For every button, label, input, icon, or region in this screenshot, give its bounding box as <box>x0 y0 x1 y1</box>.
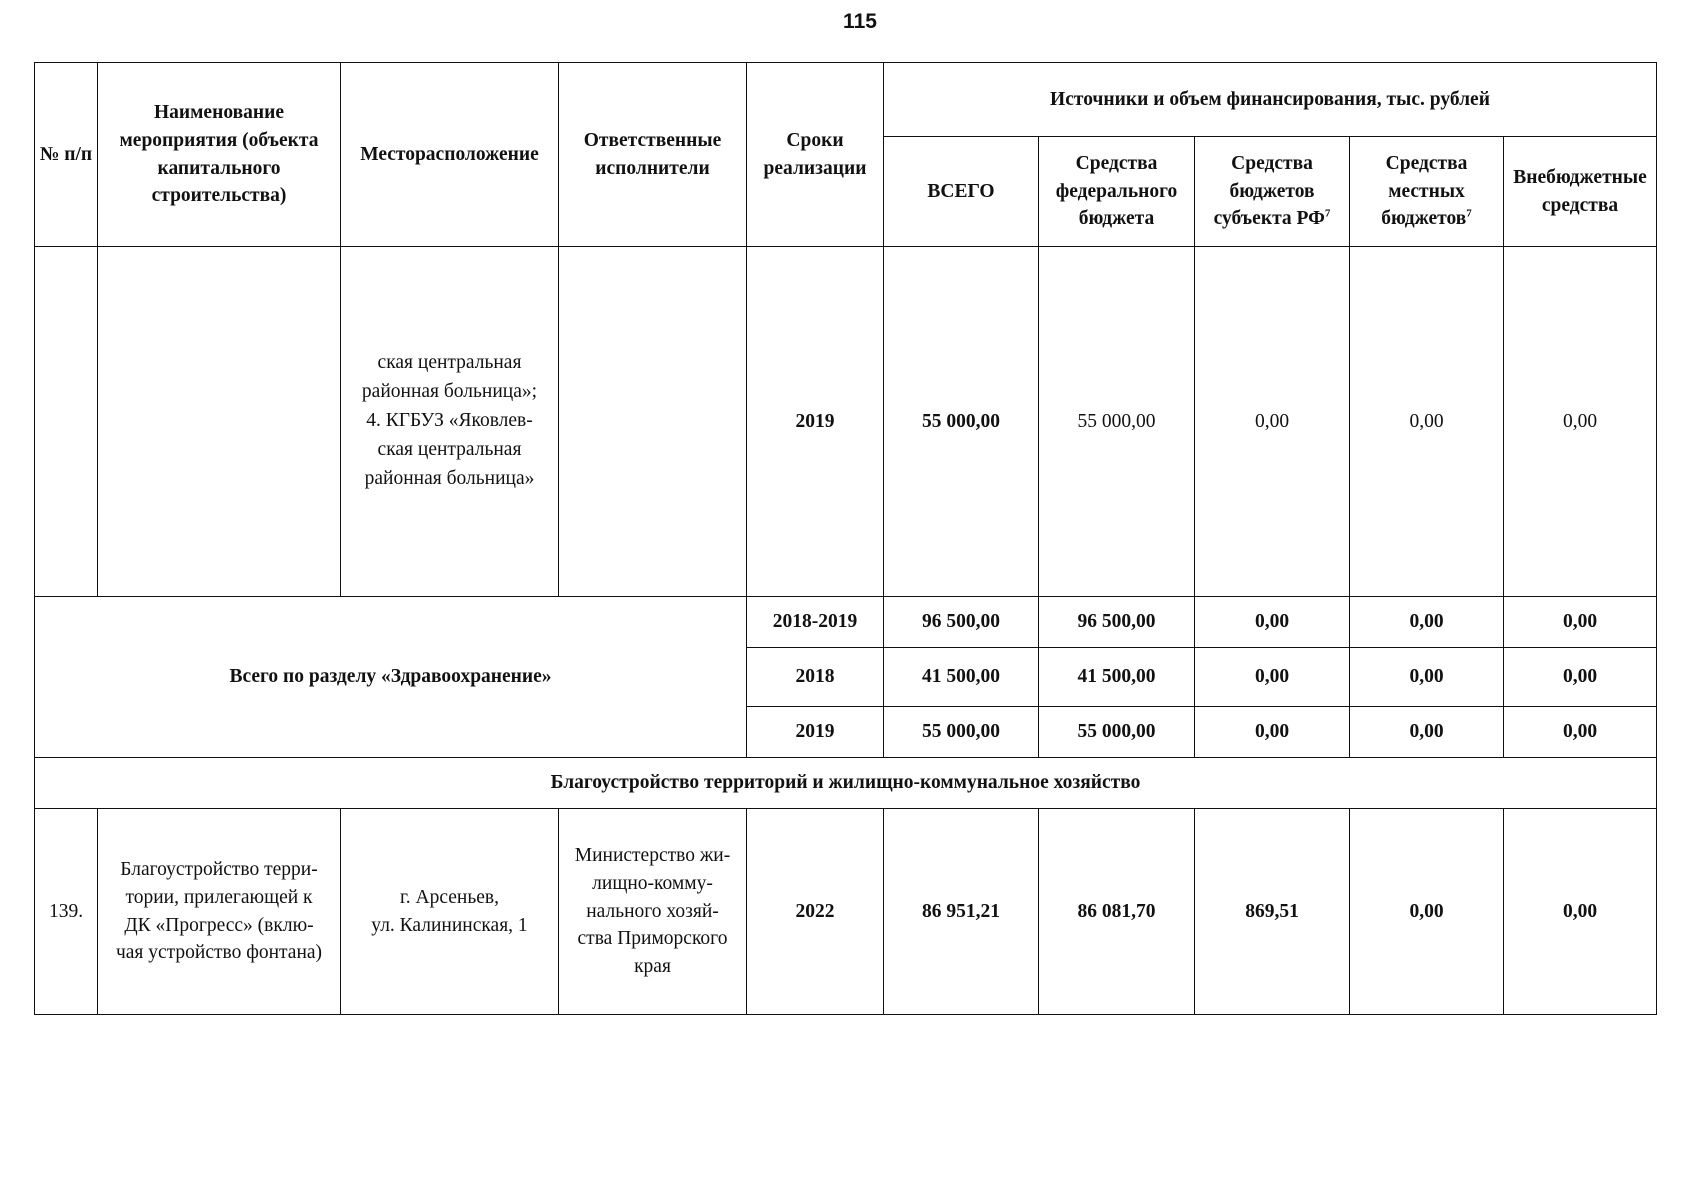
item-regional: 869,51 <box>1195 809 1350 1015</box>
cont-name <box>98 247 341 597</box>
cont-location-line: 4. КГБУЗ «Яковлев- <box>366 410 533 432</box>
header-offbudget <box>1504 137 1657 247</box>
section-total-regional: 0,00 <box>1195 597 1350 648</box>
section-total-local: 0,00 <box>1350 597 1504 648</box>
item-name <box>98 809 341 1015</box>
financing-table <box>34 62 1657 1015</box>
section-total-regional: 0,00 <box>1195 648 1350 707</box>
cont-location-line: ская центральная <box>377 352 522 374</box>
cont-responsible <box>559 247 747 597</box>
item-name-line: Благоустройство терри- <box>120 859 318 881</box>
header-offbudget-text: Внебюджетные средства <box>1513 166 1647 216</box>
header-row-1 <box>35 63 1657 137</box>
item-local: 0,00 <box>1350 809 1504 1015</box>
item-location <box>341 809 559 1015</box>
page-number: 115 <box>843 10 877 33</box>
section-total-period: 2018 <box>747 648 884 707</box>
cont-num <box>35 247 98 597</box>
section-total-total: 96 500,00 <box>884 597 1039 648</box>
section-total-local: 0,00 <box>1350 648 1504 707</box>
item-total: 86 951,21 <box>884 809 1039 1015</box>
header-responsible-text: Ответственные исполнители <box>583 129 722 179</box>
cont-total: 55 000,00 <box>884 247 1039 597</box>
header-regional <box>1195 137 1350 247</box>
section-total-row <box>35 597 1657 648</box>
header-total-text: ВСЕГО <box>927 180 995 202</box>
item-name-line: ДК «Прогресс» (вклю- <box>124 914 314 936</box>
header-total <box>884 137 1039 247</box>
section-total-federal: 96 500,00 <box>1039 597 1195 648</box>
header-name <box>98 63 341 247</box>
cont-federal: 55 000,00 <box>1039 247 1195 597</box>
item-name-line: тории, прилегающей к <box>125 886 313 908</box>
section-total-offbudget: 0,00 <box>1504 648 1657 707</box>
section-total-federal: 41 500,00 <box>1039 648 1195 707</box>
header-responsible <box>559 63 747 247</box>
item-responsible <box>559 809 747 1015</box>
cont-period: 2019 <box>747 247 884 597</box>
header-financing-text: Источники и объем финансирования, тыс. рублей <box>1050 88 1490 110</box>
header-location-text: Месторасположение <box>360 143 539 165</box>
section-total-regional: 0,00 <box>1195 707 1350 758</box>
header-local <box>1350 137 1504 247</box>
continuation-row <box>35 247 1657 597</box>
item-num: 139. <box>35 809 98 1015</box>
section-heading-row <box>35 758 1657 809</box>
cont-offbudget: 0,00 <box>1504 247 1657 597</box>
item-name-line: чая устройство фонтана) <box>115 942 323 964</box>
item-responsible-line: края <box>634 956 671 978</box>
section-total-total: 55 000,00 <box>884 707 1039 758</box>
header-local-footnote: 7 <box>1466 207 1472 220</box>
header-local-text: Средства местных бюджетов <box>1381 152 1468 230</box>
header-federal-text: Средства федерального бюджета <box>1055 152 1178 230</box>
item-responsible-line: нального хозяй- <box>586 900 719 922</box>
cont-local: 0,00 <box>1350 247 1504 597</box>
item-responsible-line: ства Приморского <box>577 928 728 950</box>
header-period <box>747 63 884 247</box>
section-total-local: 0,00 <box>1350 707 1504 758</box>
cont-location-line: ская центральная <box>377 438 522 460</box>
header-period-text: Сроки реализации <box>763 129 867 179</box>
item-location-line: г. Арсеньев, <box>400 886 499 908</box>
section-total-federal: 55 000,00 <box>1039 707 1195 758</box>
section-heading: Благоустройство территорий и жилищно-коммунальное хозяйство <box>35 758 1657 809</box>
item-location-line: ул. Калининская, 1 <box>371 914 528 936</box>
header-financing <box>884 63 1657 137</box>
header-regional-text: Средства бюджетов субъекта РФ <box>1213 152 1325 230</box>
header-regional-footnote: 7 <box>1324 207 1331 220</box>
header-num-text: № п/п <box>39 143 93 165</box>
cont-location-line: районная больница» <box>364 467 535 489</box>
section-total-label <box>35 597 747 758</box>
section-total-label-text: Всего по разделу «Здравоохранение» <box>229 666 552 688</box>
table-row <box>35 809 1657 1015</box>
item-responsible-line: Министерство жи- <box>574 845 731 867</box>
cont-location <box>341 247 559 597</box>
header-name-text: Наименование мероприятия (объекта капитального строительства) <box>119 102 319 207</box>
item-offbudget: 0,00 <box>1504 809 1657 1015</box>
header-num <box>35 63 98 247</box>
section-total-offbudget: 0,00 <box>1504 707 1657 758</box>
item-period: 2022 <box>747 809 884 1015</box>
cont-location-line: районная больница»; <box>361 381 538 403</box>
header-federal <box>1039 137 1195 247</box>
section-total-offbudget: 0,00 <box>1504 597 1657 648</box>
item-federal: 86 081,70 <box>1039 809 1195 1015</box>
section-total-period: 2018-2019 <box>747 597 884 648</box>
header-location <box>341 63 559 247</box>
cont-regional: 0,00 <box>1195 247 1350 597</box>
item-responsible-line: лищно-комму- <box>592 872 713 894</box>
section-total-total: 41 500,00 <box>884 648 1039 707</box>
section-total-period: 2019 <box>747 707 884 758</box>
